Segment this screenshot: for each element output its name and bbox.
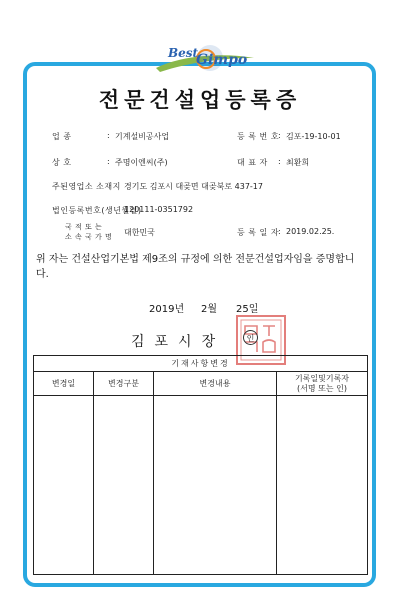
header-change-date: 변경일 [34,372,94,396]
issue-day: 25일 [236,304,259,315]
colon: : [107,157,111,166]
header-record-line1: 기록일및기록자 [294,373,350,383]
changes-table [33,355,368,575]
nationality-label-line1: 국 적 또 는 [65,223,103,231]
corp-reg-label: 법인등록번호(생년월일) [52,206,142,215]
document-title: 전문건설업등록증 [98,88,302,112]
issuer-name: 김포시장 [131,334,226,350]
company-name-label: 상 호 [52,158,72,167]
colon: : [278,157,282,166]
industry-value: 기계설비공사업 [115,132,170,141]
logo-word-gimpo: Gimpo [196,52,248,68]
header-record-signature [277,372,368,396]
logo-word-best: Best [168,46,199,60]
seal-mark: 인 [243,330,258,345]
header-change-type: 변경구분 [94,372,154,396]
corp-reg-value: 120111-0351792 [124,205,194,214]
issue-year: 2019년 [149,304,185,315]
colon: : [107,131,111,140]
change-type-cell [94,396,154,575]
nationality-label-line2: 소 속 국 가 명 [65,233,113,241]
nationality-value: 대한민국 [124,228,155,237]
colon: : [278,131,282,140]
best-gimpo-logo [150,38,260,82]
changes-table-title: 기재사항변경 [34,356,368,372]
representative-label: 대 표 자 [237,158,268,167]
header-change-content: 변경내용 [154,372,277,396]
changes-table-body-row [34,396,368,575]
industry-label: 업 종 [52,132,72,141]
reg-date-value: 2019.02.25. [286,227,335,236]
change-date-cell [34,396,94,575]
changes-table-header-row [34,372,368,396]
changes-table-title-row [34,356,368,372]
reg-number-label: 등 록 번 호 [237,132,280,141]
colon: : [278,227,282,236]
record-signature-cell [277,396,368,575]
certification-statement: 위 자는 건설산업기본법 제9조의 규정에 의한 전문건설업자임을 증명합니다. [36,254,355,280]
change-content-cell [154,396,277,575]
company-name-value: 주명이엔씨(주) [115,158,168,167]
representative-value: 최환희 [286,158,310,167]
reg-date-label: 등 록 일 자 [237,228,280,237]
header-record-line2: (서명 또는 인) [297,383,347,393]
reg-number-value: 김포-19-10-01 [286,132,341,141]
address-value: 경기도 김포시 대곶면 대곶북로 437-17 [124,182,263,191]
address-label: 주된영업소 소재지 [52,182,121,191]
issue-month: 2월 [201,304,218,315]
